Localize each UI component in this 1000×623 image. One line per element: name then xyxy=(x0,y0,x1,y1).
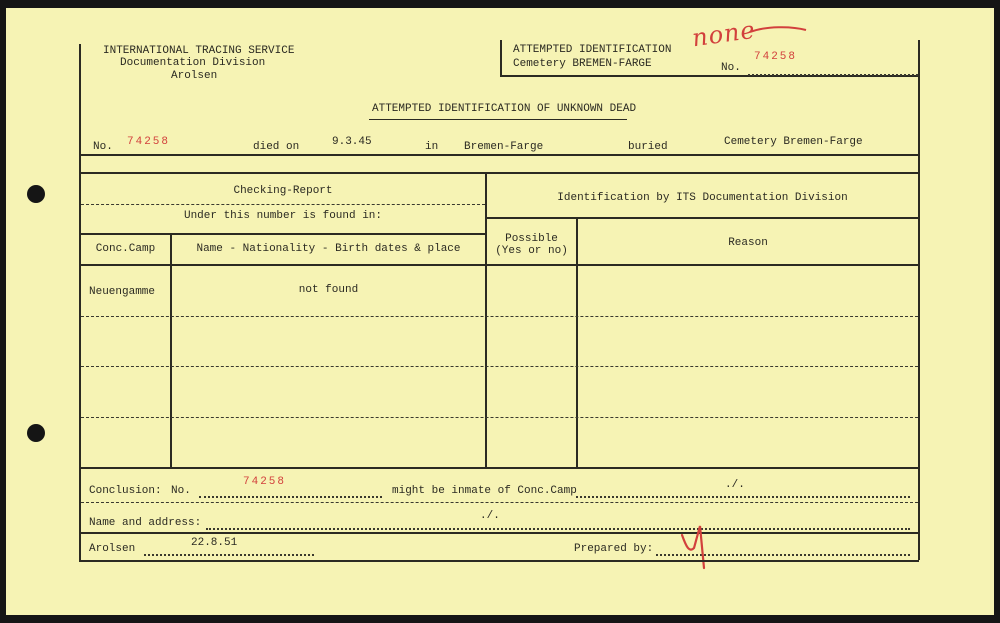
header-cemetery: Cemetery BREMEN-FARGE xyxy=(513,58,652,70)
row-name: not found xyxy=(298,284,359,296)
org-name: INTERNATIONAL TRACING SERVICE xyxy=(103,45,295,57)
info-in-label: in xyxy=(425,141,439,153)
org-division: Documentation Division xyxy=(120,57,266,69)
record-card xyxy=(6,8,994,615)
conclusion-no-value: 74258 xyxy=(243,476,287,488)
column-header-reason: Reason xyxy=(728,237,768,249)
column-header-possible-hint: (Yes or no) xyxy=(495,245,568,257)
info-no-value: 74258 xyxy=(127,136,171,148)
conclusion-inmate-label: might be inmate of Conc.Camp xyxy=(392,485,577,497)
header-no-label: No. xyxy=(721,62,741,74)
info-buried-label: buried xyxy=(628,141,668,153)
preparer-signature-icon xyxy=(6,8,994,615)
header-form-title: ATTEMPTED IDENTIFICATION xyxy=(513,44,672,56)
conclusion-inmate-value: ./. xyxy=(725,479,745,491)
header-no-value: 74258 xyxy=(754,51,798,63)
info-died-label: died on xyxy=(253,141,300,153)
handwritten-note: none xyxy=(690,15,758,53)
checking-subtitle: Under this number is found in: xyxy=(183,210,383,222)
footer-place: Arolsen xyxy=(89,543,136,555)
identification-title: Identification by ITS Documentation Division xyxy=(557,192,848,204)
conclusion-label: Conclusion: xyxy=(89,485,162,497)
footer-date: 22.8.51 xyxy=(191,537,238,549)
info-buried-value: Cemetery Bremen-Farge xyxy=(724,136,863,148)
footer-prepared-label: Prepared by: xyxy=(574,543,654,555)
info-died-value: 9.3.45 xyxy=(332,136,372,148)
info-no-label: No. xyxy=(93,141,113,153)
org-city: Arolsen xyxy=(171,70,218,82)
info-in-value: Bremen-Farge xyxy=(464,141,544,153)
checking-title: Checking-Report xyxy=(233,185,333,197)
conclusion-no-label: No. xyxy=(171,485,191,497)
column-header-camp: Conc.Camp xyxy=(95,243,156,255)
column-header-possible: Possible xyxy=(505,233,558,245)
name-address-value: ./. xyxy=(480,510,500,522)
row-camp: Neuengamme xyxy=(89,286,156,298)
form-title: ATTEMPTED IDENTIFICATION OF UNKNOWN DEAD xyxy=(372,103,637,115)
name-address-label: Name and address: xyxy=(89,517,202,529)
form-bottom-border xyxy=(79,560,919,562)
column-header-name: Name - Nationality - Birth dates & place xyxy=(196,243,461,255)
